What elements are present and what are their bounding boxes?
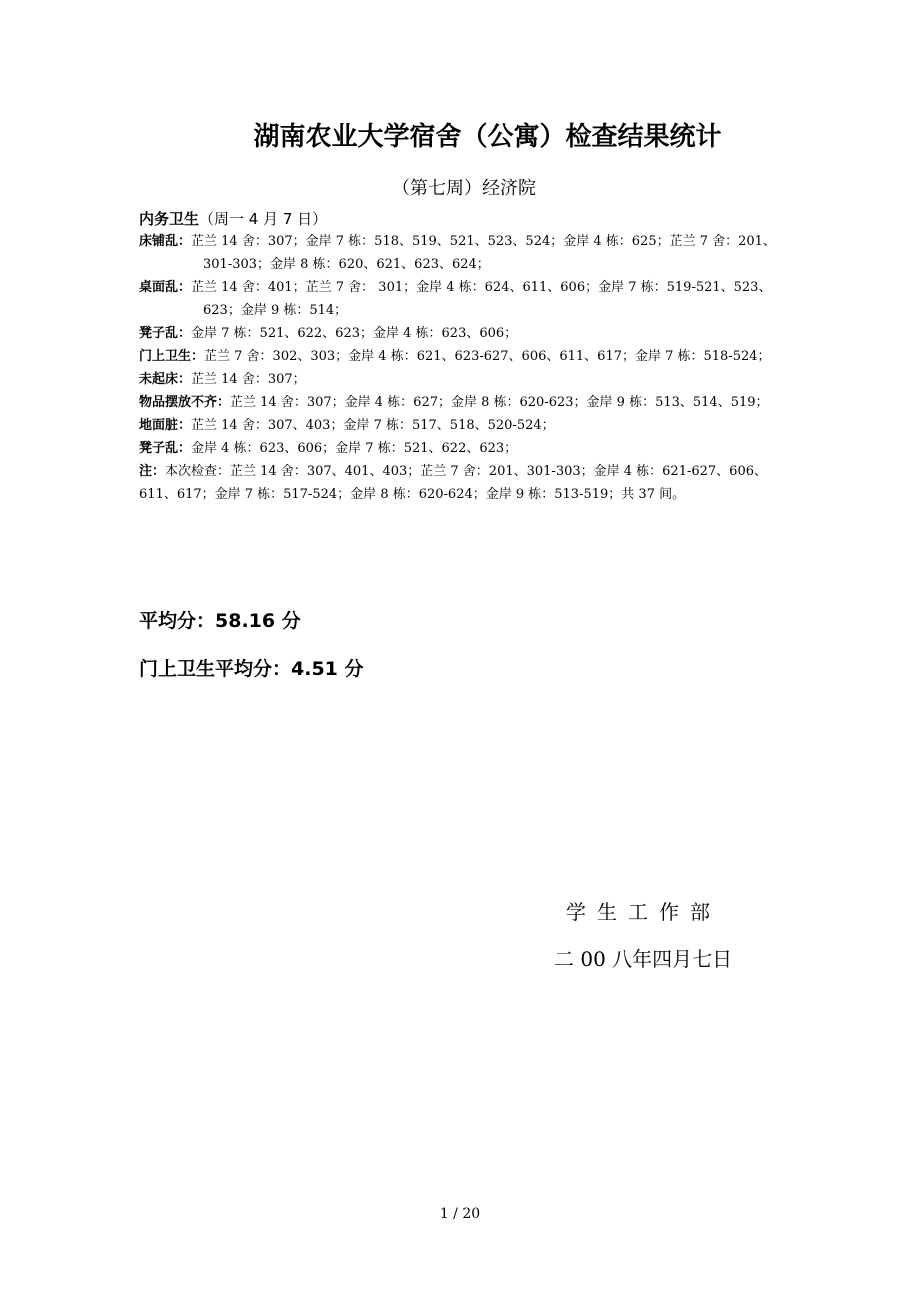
item-text: 金岸 7 栋：521、622、623；金岸 4 栋：623、606； xyxy=(191,326,518,341)
page-title: 湖南农业大学宿舍（公寓）检查结果统计 xyxy=(253,122,722,152)
signature-date: 二 00 八年四月七日 xyxy=(554,947,733,971)
page-subtitle: （第七周）经济院 xyxy=(392,178,536,199)
item-text: 芷兰 7 舍：302、303；金岸 4 栋：621、623-627、606、611、617；金岸 7 栋：518-524； xyxy=(204,349,771,364)
note-label: 注： xyxy=(139,464,166,479)
item-text: 金岸 4 栋：623、606；金岸 7 栋：521、622、623； xyxy=(191,441,518,456)
list-item xyxy=(139,322,789,345)
average-score: 平均分：58.16 分 xyxy=(139,610,301,632)
list-item xyxy=(139,230,789,276)
item-label: 凳子乱： xyxy=(139,326,192,341)
section-heading xyxy=(139,208,789,230)
item-label: 未起床： xyxy=(139,372,192,387)
item-text: 芷兰 14 舍：307；金岸 7 栋：518、519、521、523、524；金岸 4 栋：625；芷兰 7 舍：201、301-303；金岸 8 栋：620、621、623、624； xyxy=(191,234,776,272)
door-average-score: 门上卫生平均分：4.51 分 xyxy=(139,658,364,680)
item-label: 桌面乱： xyxy=(139,280,192,295)
item-label: 床铺乱： xyxy=(139,234,192,249)
item-text: 芷兰 14 舍：307；金岸 4 栋：627；金岸 8 栋：620-623；金岸 9 栋：513、514、519； xyxy=(230,395,769,410)
department-signature: 学生工作部 xyxy=(566,900,721,924)
page-number: 1 / 20 xyxy=(439,1206,481,1222)
section-heading-label: 内务卫生 xyxy=(139,210,200,228)
item-text: 芷兰 14 舍：307、403；金岸 7 栋：517、518、520-524； xyxy=(191,418,555,433)
note-text: 本次检查：芷兰 14 舍：307、401、403；芷兰 7 舍：201、301-303；金岸 4 栋：621-627、606、611、617；金岸 7 栋：517-524；金岸 8 栋：620-624；金岸 9 栋：513-519；共 37 间。 xyxy=(139,464,767,502)
list-item xyxy=(139,345,789,368)
list-item xyxy=(139,414,789,437)
inspection-note xyxy=(139,460,789,506)
item-text: 芷兰 14 舍：401；芷兰 7 舍： 301；金岸 4 栋：624、611、606；金岸 7 栋：519-521、523、623；金岸 9 栋：514； xyxy=(191,280,772,318)
item-label: 凳子乱： xyxy=(139,441,192,456)
item-text: 芷兰 14 舍：307； xyxy=(191,372,306,387)
list-item xyxy=(139,437,789,460)
list-item xyxy=(139,368,789,391)
item-label: 门上卫生： xyxy=(139,349,205,364)
inspection-content xyxy=(139,208,789,506)
section-heading-date: （周一 4 月 7 日） xyxy=(199,210,328,228)
list-item xyxy=(139,276,789,322)
list-item xyxy=(139,391,789,414)
item-label: 物品摆放不齐： xyxy=(139,395,231,410)
item-label: 地面脏： xyxy=(139,418,192,433)
